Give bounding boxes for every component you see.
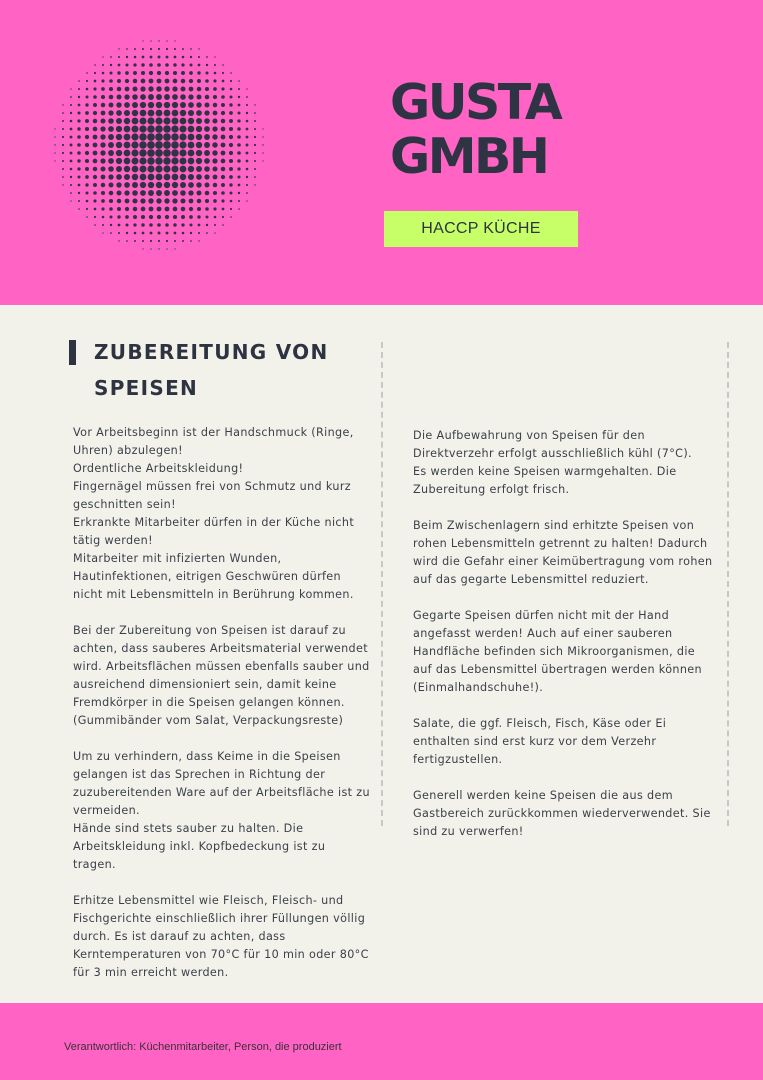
paragraph: Vor Arbeitsbeginn ist der Handschmuck (Ringe, Uhren) abzulegen! Ordentliche Arbeitskleidung! Fingernägel müssen frei von Schmutz und kurz geschnitten sein! Erkrankte Mitarbeiter dürfen in der Küche nicht tätig werden! Mitarbeiter mit infizierten Wunden, Hautinfektionen, eitrigen Geschwüren dürfen nicht mit Lebensmitteln in Berührung kommen. [73,426,355,601]
column-divider-right [727,342,729,826]
paragraph: Um zu verhindern, dass Keime in die Speisen gelangen ist das Sprechen in Richtung der zuzubereitenden Ware auf der Arbeitsfläche ist zu vermeiden. Hände sind stets sauber zu halten. Die Arbeitskleidung inkl. Kopfbedeckung ist zu tragen. [73,750,370,871]
footer-banner [0,1003,763,1080]
paragraph: Generell werden keine Speisen die aus dem Gastbereich zurückkommen wiederverwendet. Sie sind zu verwerfen! [413,789,711,838]
paragraph: Beim Zwischenlagern sind erhitzte Speisen von rohen Lebensmitteln getrennt zu halten! Dadurch wird die Gefahr einer Keimübertragung vom rohen auf das gegarte Lebensmittel reduziert. [413,519,713,586]
paragraph: Erhitze Lebensmittel wie Fleisch, Fleisch- und Fischgerichte einschließlich ihrer Füllungen völlig durch. Es ist darauf zu achten, dass Kerntemperaturen von 70°C für 10 min oder 80°C für 3 min erreicht werden. [73,894,369,979]
right-column [413,427,713,859]
footer-responsibility-text: Verantwortlich: Küchenmitarbeiter, Person, die produziert [64,1041,342,1053]
halftone-circle-icon [50,36,268,254]
paragraph: Bei der Zubereitung von Speisen ist darauf zu achten, dass sauberes Arbeitsmaterial verwendet wird. Arbeitsflächen müssen ebenfalls sauber und ausreichend dimensioniert sein, damit keine Fremdkörper in die Speisen gelangen können. (Gummibänder vom Salat, Verpackungsreste) [73,624,370,727]
section-title: ZUBEREITUNG VON SPEISEN [94,340,329,400]
company-name-line2: GMBH [390,128,548,185]
left-column [73,424,371,1000]
paragraph: Gegarte Speisen dürfen nicht mit der Hand angefasst werden! Auch auf einer sauberen Handfläche befinden sich Mikroorganismen, die auf das Lebensmittel übertragen werden können (Einmalhandschuhe!). [413,609,702,694]
column-divider-left [381,342,383,826]
header-banner [0,0,763,305]
haccp-badge: HACCP KÜCHE [384,211,578,247]
paragraph: Salate, die ggf. Fleisch, Fisch, Käse oder Ei enthalten sind erst kurz vor dem Verzehr fertigzustellen. [413,717,667,766]
title-accent-bar [69,340,76,365]
paragraph: Die Aufbewahrung von Speisen für den Direktverzehr erfolgt ausschließlich kühl (7°C). Es werden keine Speisen warmgehalten. Die Zubereitung erfolgt frisch. [413,429,692,496]
company-name-line1: GUSTA [390,74,561,131]
company-name [390,76,560,184]
